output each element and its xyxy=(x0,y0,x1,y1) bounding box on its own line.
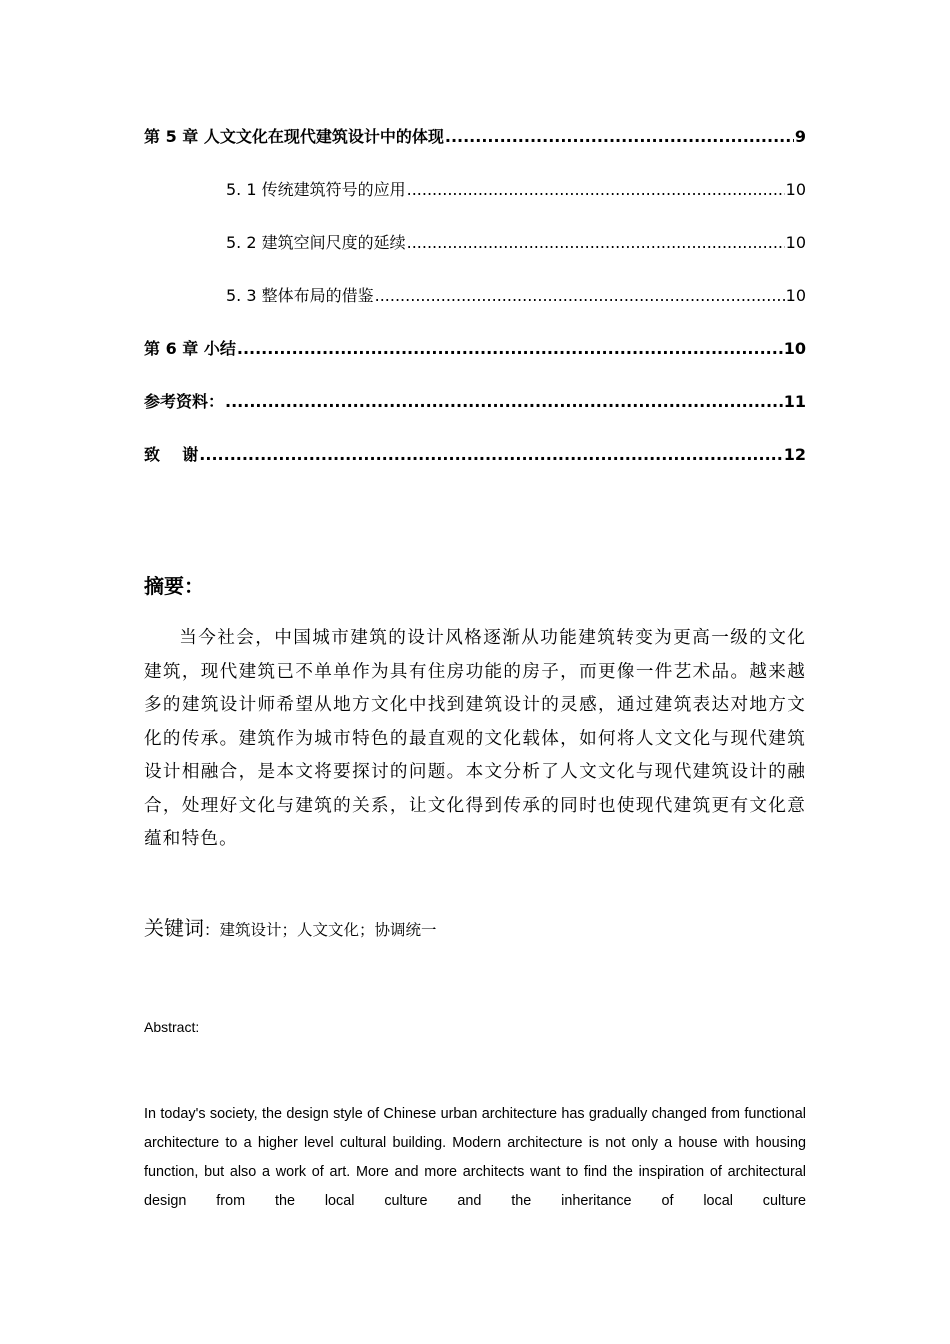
toc-leader-dots xyxy=(199,444,782,466)
toc-entry-section-5-1[interactable] xyxy=(226,179,806,201)
toc-entry-chapter-6[interactable] xyxy=(144,338,806,360)
keywords-values: 建筑设计；人文文化；协调统一 xyxy=(219,921,437,939)
toc-entry-title: 第 6 章 小结 xyxy=(144,339,236,358)
toc-entry-section-5-3[interactable] xyxy=(226,285,806,307)
toc-entry-title: 参考资料： xyxy=(144,392,225,411)
toc-entry-title: 5. 3 整体布局的借鉴 xyxy=(226,286,374,305)
toc-entry-title: 第 5 章 人文文化在现代建筑设计中的体现 xyxy=(144,127,444,146)
toc-entry-acknowledgements[interactable] xyxy=(144,444,806,466)
toc-leader-dots xyxy=(375,285,785,307)
toc-leader-dots xyxy=(225,391,783,413)
toc-entry-page: 10 xyxy=(783,339,806,358)
toc-entry-page: 12 xyxy=(783,445,806,464)
toc-entry-chapter-5[interactable] xyxy=(144,126,806,148)
toc-entry-page: 10 xyxy=(785,180,806,199)
keywords-line xyxy=(144,913,437,945)
toc-leader-dots xyxy=(445,126,794,148)
toc-leader-dots xyxy=(407,179,785,201)
toc-entry-title: 5. 1 传统建筑符号的应用 xyxy=(226,180,406,199)
toc-entry-title: 致 谢 xyxy=(144,445,199,464)
toc-entry-references[interactable] xyxy=(144,391,806,413)
toc-entry-page: 10 xyxy=(785,286,806,305)
toc-entry-title: 5. 2 建筑空间尺度的延续 xyxy=(226,233,406,252)
toc-entry-page: 9 xyxy=(794,127,806,146)
abstract-heading: 摘要： xyxy=(144,574,204,598)
toc-entry-section-5-2[interactable] xyxy=(226,232,806,254)
english-abstract-body: In today's society, the design style of Chinese urban architecture has gradually changed from functional architecture to a higher level cultural building. Modern architecture is not only a house with housing function, but also a work of art. More and more architects want to find the inspiration of architectural design from the local culture and the inheritance of local culture xyxy=(144,1106,806,1209)
keywords-colon: ： xyxy=(204,921,220,939)
abstract-body: 当今社会，中国城市建筑的设计风格逐渐从功能建筑转变为更高一级的文化建筑，现代建筑已不单单作为具有住房功能的房子，而更像一件艺术品。越来越多的建筑设计师希望从地方文化中找到建筑设计的灵感，通过建筑表达对地方文化的传承。建筑作为城市特色的最直观的文化载体，如何将人文文化与现代建筑设计相融合，是本文将要探讨的问题。本文分析了人文文化与现代建筑设计的融合，处理好文化与建筑的关系，让文化得到传承的同时也使现代建筑更有文化意蕴和特色。 xyxy=(144,628,806,849)
keywords-label: 关键词 xyxy=(144,916,204,940)
toc-leader-dots xyxy=(237,338,783,360)
english-abstract-heading: Abstract: xyxy=(144,1019,200,1035)
toc-entry-page: 11 xyxy=(783,392,806,411)
toc-leader-dots xyxy=(407,232,785,254)
toc-entry-page: 10 xyxy=(785,233,806,252)
